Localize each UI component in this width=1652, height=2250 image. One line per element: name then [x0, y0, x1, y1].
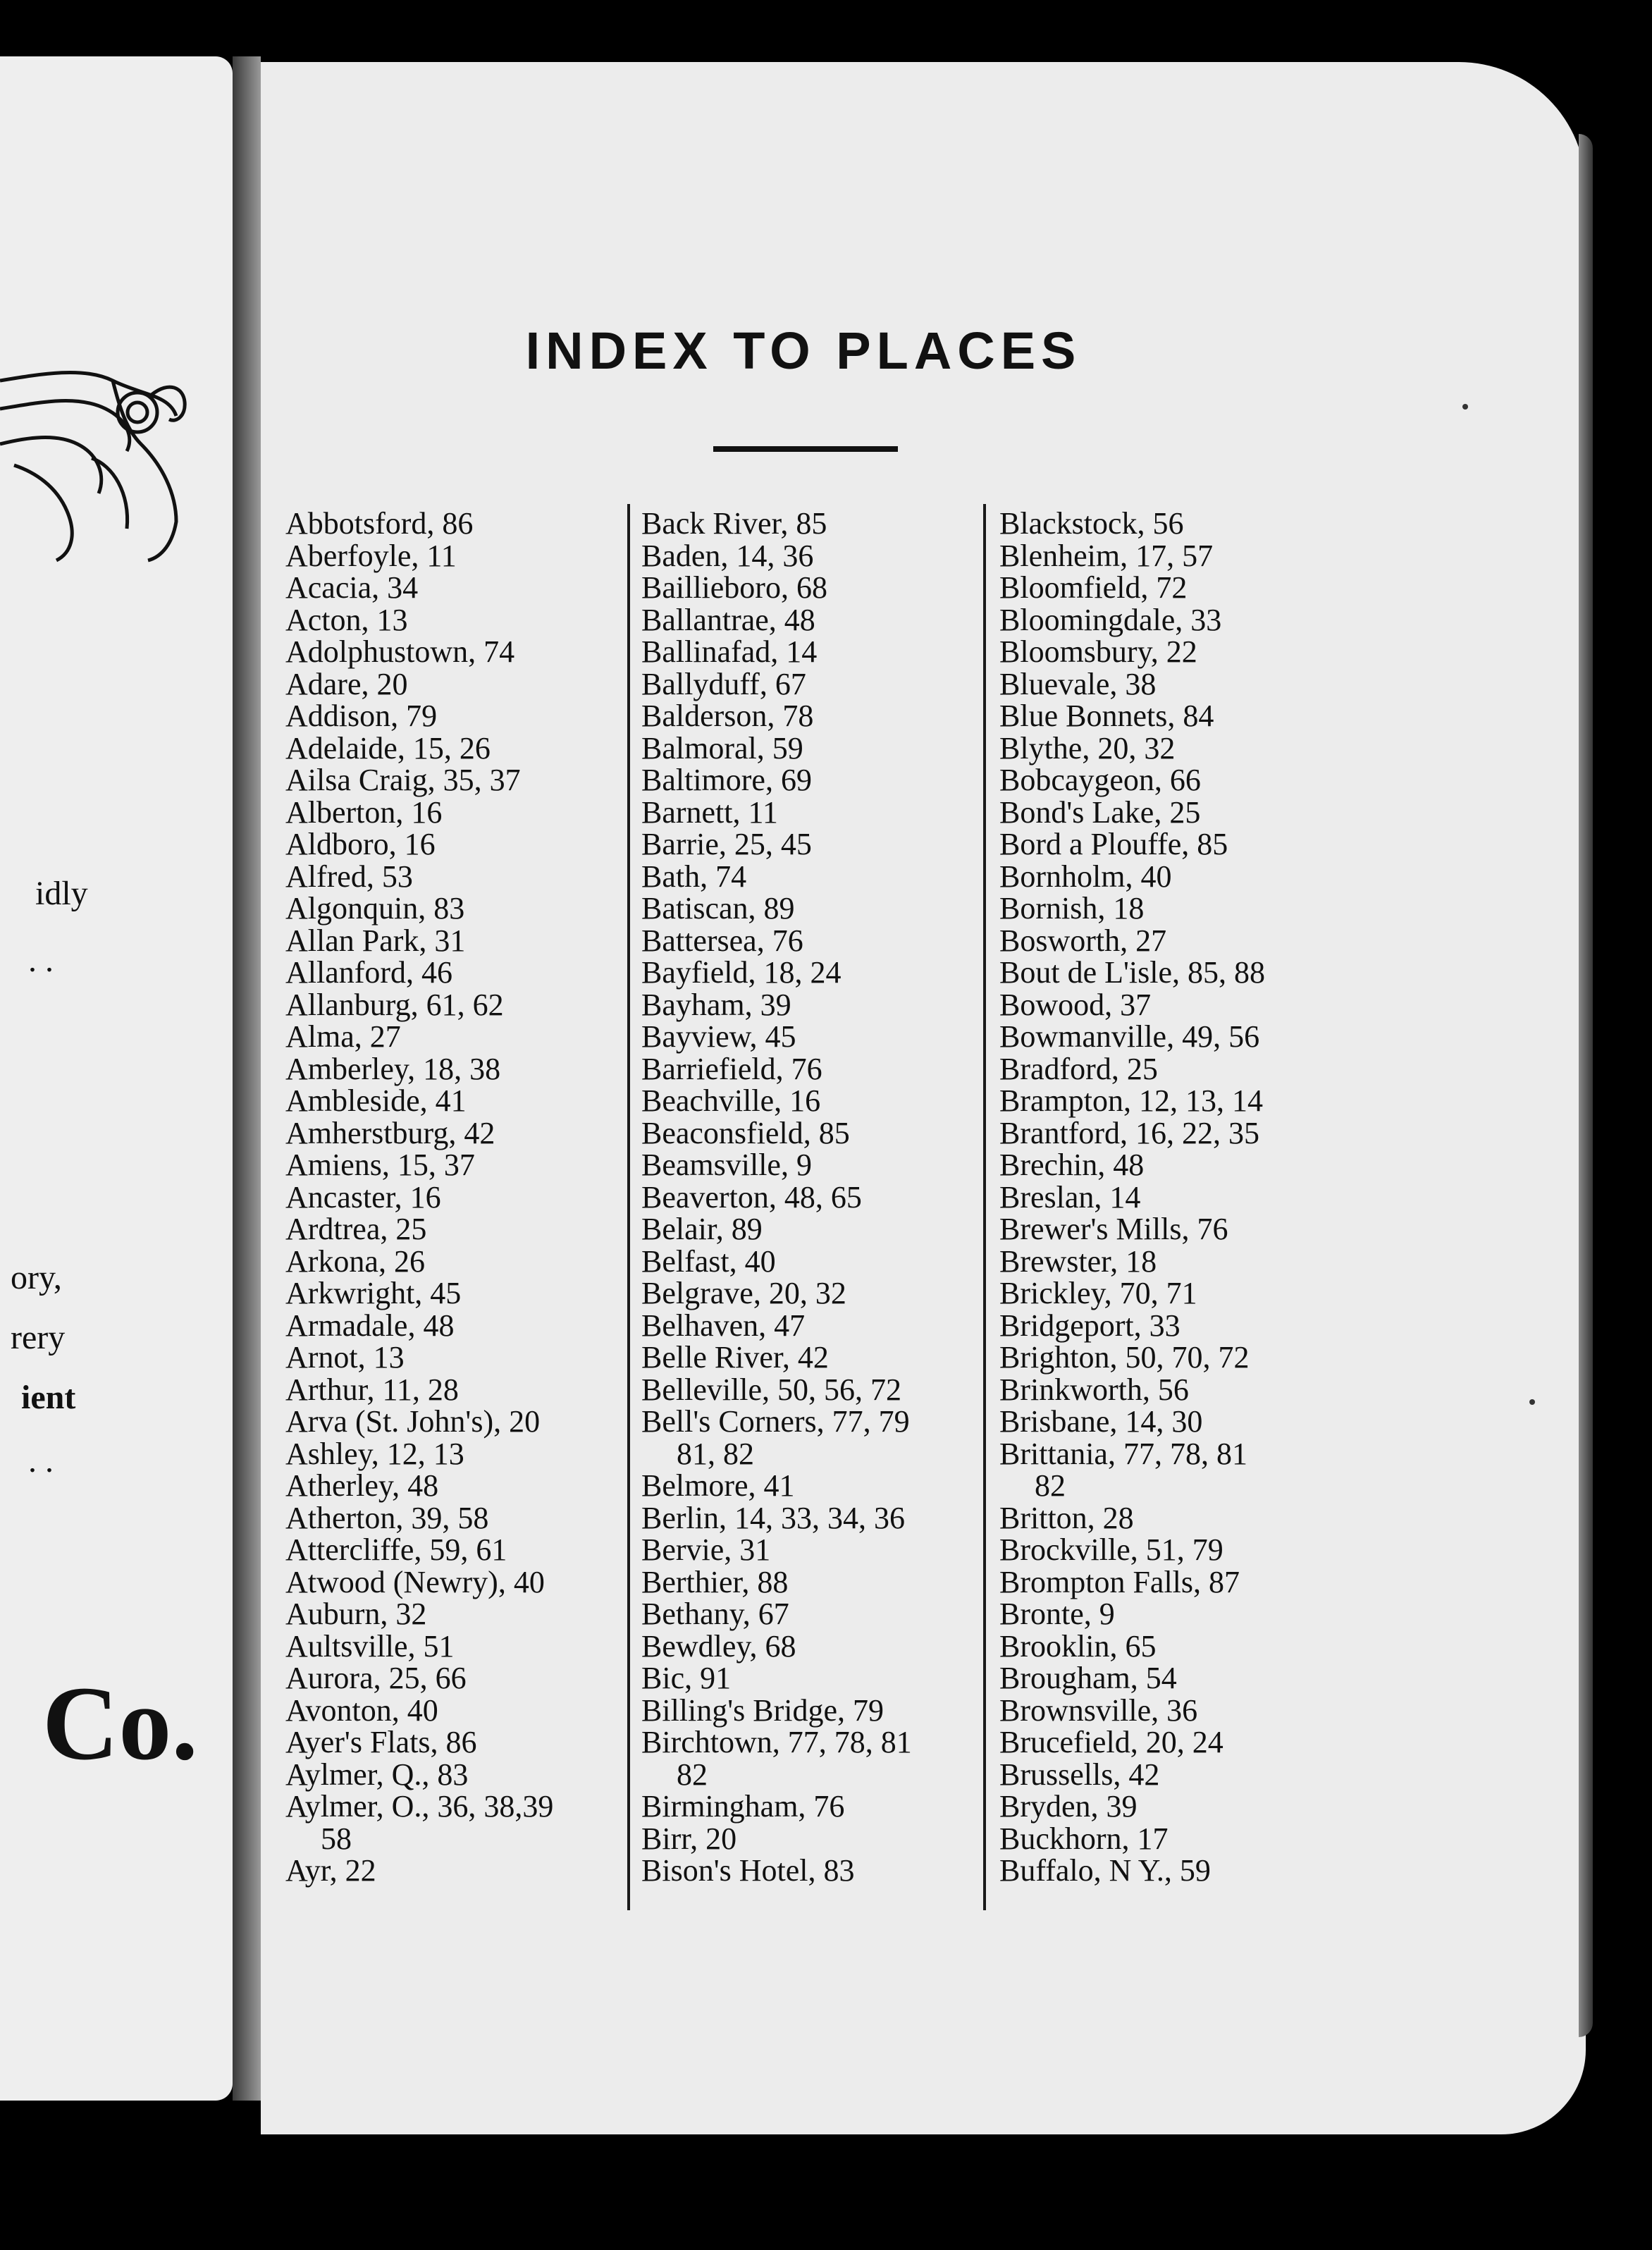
index-entry: Battersea, 76 — [641, 923, 803, 958]
index-entry: Birchtown, 77, 78, 81 — [641, 1725, 912, 1759]
index-entry-continuation: 82 — [677, 1757, 708, 1792]
index-column-bl-bu — [999, 508, 1265, 1887]
index-column-a — [285, 508, 553, 1887]
index-entry: Amberley, 18, 38 — [285, 1051, 501, 1086]
left-text-fragment: . . — [28, 942, 54, 979]
index-entry: Arnot, 13 — [285, 1340, 405, 1375]
title-rule — [713, 446, 898, 452]
index-entry: Back River, 85 — [641, 506, 827, 541]
index-entry: Barnett, 11 — [641, 794, 778, 830]
index-entry: Birr, 20 — [641, 1821, 737, 1856]
index-entry: Algonquin, 83 — [285, 891, 465, 926]
index-entry: Aurora, 25, 66 — [285, 1661, 467, 1695]
index-entry: Bronte, 9 — [999, 1597, 1115, 1631]
index-entry: Arva (St. John's), 20 — [285, 1404, 541, 1439]
index-entry: Brompton Falls, 87 — [999, 1564, 1240, 1599]
index-entry: Brisbane, 14, 30 — [999, 1404, 1203, 1439]
index-entry: Bloomingdale, 33 — [999, 602, 1222, 637]
index-entry: Alma, 27 — [285, 1019, 401, 1054]
index-entry: Beamsville, 9 — [641, 1148, 812, 1182]
index-entry: Bayfield, 18, 24 — [641, 955, 842, 990]
index-entry: Batiscan, 89 — [641, 891, 795, 926]
index-entry: Arkona, 26 — [285, 1243, 425, 1279]
index-entry: Brickley, 70, 71 — [999, 1276, 1197, 1310]
index-entry: Bobcaygeon, 66 — [999, 763, 1201, 797]
index-entry: Barriefield, 76 — [641, 1051, 822, 1086]
index-entry: Ailsa Craig, 35, 37 — [285, 763, 521, 797]
index-entry: Brougham, 54 — [999, 1661, 1177, 1695]
index-entry: Britton, 28 — [999, 1500, 1134, 1535]
index-entry: Adare, 20 — [285, 666, 408, 701]
index-entry: Bond's Lake, 25 — [999, 794, 1201, 830]
index-entry: Beaconsfield, 85 — [641, 1115, 850, 1150]
index-entry: Adolphustown, 74 — [285, 634, 515, 669]
index-entry: Bridgeport, 33 — [999, 1308, 1181, 1343]
index-entry: Brockville, 51, 79 — [999, 1532, 1223, 1567]
index-entry: Baltimore, 69 — [641, 763, 812, 797]
index-entry: Alberton, 16 — [285, 794, 443, 830]
index-entry: Blue Bonnets, 84 — [999, 699, 1214, 733]
index-entry: Atherton, 39, 58 — [285, 1500, 489, 1535]
index-entry: Blythe, 20, 32 — [999, 730, 1176, 766]
index-entry-continuation: 82 — [1035, 1468, 1066, 1503]
index-entry: Bord a Plouffe, 85 — [999, 827, 1228, 861]
index-entry: Billing's Bridge, 79 — [641, 1692, 884, 1728]
index-entry: Addison, 79 — [285, 699, 438, 733]
index-entry: Belair, 89 — [641, 1212, 763, 1246]
index-entry: Bewdley, 68 — [641, 1628, 796, 1664]
index-entry: Bic, 91 — [641, 1661, 732, 1695]
index-entry: Brechin, 48 — [999, 1148, 1145, 1182]
index-entry: Auburn, 32 — [285, 1597, 427, 1631]
index-entry: Ballinafad, 14 — [641, 634, 818, 669]
left-text-fragment: ient — [21, 1379, 76, 1416]
index-entry: Blackstock, 56 — [999, 506, 1184, 541]
index-entry: Bethany, 67 — [641, 1597, 789, 1631]
index-entry: Belhaven, 47 — [641, 1308, 806, 1343]
index-entry: Brownsville, 36 — [999, 1692, 1198, 1728]
index-entry: Amherstburg, 42 — [285, 1115, 495, 1150]
index-entry: Brewer's Mills, 76 — [999, 1212, 1228, 1246]
index-entry: Brinkworth, 56 — [999, 1372, 1189, 1407]
column-divider — [627, 504, 630, 1910]
index-entry: Aultsville, 51 — [285, 1628, 455, 1664]
index-entry: Brewster, 18 — [999, 1243, 1157, 1279]
index-entry: Bervie, 31 — [641, 1532, 771, 1567]
index-entry: Alfred, 53 — [285, 859, 413, 894]
index-entry: Bison's Hotel, 83 — [641, 1853, 855, 1888]
index-entry: Bryden, 39 — [999, 1789, 1138, 1824]
index-entry: Bornish, 18 — [999, 891, 1145, 926]
index-entry: Bayham, 39 — [641, 987, 791, 1022]
index-entry: Aberfoyle, 11 — [285, 538, 457, 573]
paper-speck — [1462, 404, 1468, 410]
index-entry: Ayr, 22 — [285, 1853, 376, 1888]
index-entry: Bloomfield, 72 — [999, 570, 1188, 605]
index-entry: Aylmer, O., 36, 38,39 — [285, 1789, 554, 1824]
index-entry: Acacia, 34 — [285, 570, 419, 605]
index-entry: Bout de L'isle, 85, 88 — [999, 955, 1266, 990]
index-entry: Bath, 74 — [641, 859, 747, 894]
index-entry: Beaverton, 48, 65 — [641, 1179, 862, 1215]
index-entry: Arthur, 11, 28 — [285, 1372, 459, 1407]
left-text-fragment: rery — [11, 1319, 66, 1356]
index-entry: Barrie, 25, 45 — [641, 827, 812, 861]
index-entry: Amiens, 15, 37 — [285, 1148, 475, 1182]
index-entry: Berlin, 14, 33, 34, 36 — [641, 1500, 905, 1535]
left-text-fragment: . . — [28, 1442, 54, 1480]
index-entry: Belmore, 41 — [641, 1468, 795, 1503]
index-entry: Bayview, 45 — [641, 1019, 796, 1054]
index-entry: Baden, 14, 36 — [641, 538, 814, 573]
index-entry: Bell's Corners, 77, 79 — [641, 1404, 910, 1439]
left-text-fragment: idly — [35, 875, 88, 912]
index-entry: Brittania, 77, 78, 81 — [999, 1436, 1247, 1471]
index-entry: Ashley, 12, 13 — [285, 1436, 464, 1471]
index-entry: Brampton, 12, 13, 14 — [999, 1083, 1263, 1118]
index-entry: Bosworth, 27 — [999, 923, 1167, 958]
index-entry: Bowood, 37 — [999, 987, 1152, 1022]
index-entry-continuation: 81, 82 — [677, 1436, 754, 1471]
index-entry: Beachville, 16 — [641, 1083, 821, 1118]
index-entry: Arkwright, 45 — [285, 1276, 462, 1310]
index-entry: Balmoral, 59 — [641, 730, 803, 766]
index-entry: Buckhorn, 17 — [999, 1821, 1169, 1856]
company-text: Co. — [42, 1665, 198, 1782]
index-entry: Birmingham, 76 — [641, 1789, 845, 1824]
left-text-fragment: ory, — [11, 1259, 62, 1296]
index-entry: Ambleside, 41 — [285, 1083, 467, 1118]
index-entry: Brighton, 50, 70, 72 — [999, 1340, 1250, 1375]
index-entry: Bornholm, 40 — [999, 859, 1172, 894]
paper-speck — [1529, 1399, 1535, 1405]
page-edge — [1579, 134, 1593, 2037]
index-entry: Ancaster, 16 — [285, 1179, 441, 1215]
index-entry: Atherley, 48 — [285, 1468, 439, 1503]
index-entry: Allanford, 46 — [285, 955, 453, 990]
index-entry: Bluevale, 38 — [999, 666, 1157, 701]
index-entry: Berthier, 88 — [641, 1564, 789, 1599]
index-entry: Belgrave, 20, 32 — [641, 1276, 846, 1310]
index-column-ba-bi — [641, 508, 912, 1887]
index-entry: Ballantrae, 48 — [641, 602, 815, 637]
index-entry: Atwood (Newry), 40 — [285, 1564, 545, 1599]
index-entry: Aylmer, Q., 83 — [285, 1757, 469, 1792]
index-entry: Allan Park, 31 — [285, 923, 466, 958]
index-entry: Blenheim, 17, 57 — [999, 538, 1214, 573]
index-entry: Baillieboro, 68 — [641, 570, 827, 605]
index-entry: Balderson, 78 — [641, 699, 814, 733]
index-entry: Attercliffe, 59, 61 — [285, 1532, 507, 1567]
column-divider — [983, 504, 986, 1910]
index-entry: Ballyduff, 67 — [641, 666, 806, 701]
index-entry: Acton, 13 — [285, 602, 408, 637]
index-entry: Breslan, 14 — [999, 1179, 1141, 1215]
index-entry: Brussells, 42 — [999, 1757, 1160, 1792]
index-entry: Bloomsbury, 22 — [999, 634, 1197, 669]
index-entry-continuation: 58 — [321, 1821, 352, 1856]
index-entry: Brooklin, 65 — [999, 1628, 1157, 1664]
index-entry: Belle River, 42 — [641, 1340, 829, 1375]
index-entry: Belfast, 40 — [641, 1243, 776, 1279]
index-entry: Belleville, 50, 56, 72 — [641, 1372, 902, 1407]
index-entry: Brucefield, 20, 24 — [999, 1725, 1223, 1759]
index-entry: Buffalo, N Y., 59 — [999, 1853, 1211, 1888]
index-entry: Abbotsford, 86 — [285, 506, 474, 541]
index-entry: Aldboro, 16 — [285, 827, 436, 861]
book-spine-edge — [233, 56, 261, 2101]
ornament-icon — [0, 352, 190, 564]
index-entry: Bowmanville, 49, 56 — [999, 1019, 1260, 1054]
page-title: INDEX TO PLACES — [525, 321, 1082, 380]
index-entry: Bradford, 25 — [999, 1051, 1158, 1086]
index-entry: Avonton, 40 — [285, 1692, 438, 1728]
index-entry: Ardtrea, 25 — [285, 1212, 427, 1246]
index-entry: Ayer's Flats, 86 — [285, 1725, 477, 1759]
index-entry: Allanburg, 61, 62 — [285, 987, 504, 1022]
index-entry: Adelaide, 15, 26 — [285, 730, 491, 766]
index-entry: Brantford, 16, 22, 35 — [999, 1115, 1260, 1150]
index-entry: Armadale, 48 — [285, 1308, 455, 1343]
